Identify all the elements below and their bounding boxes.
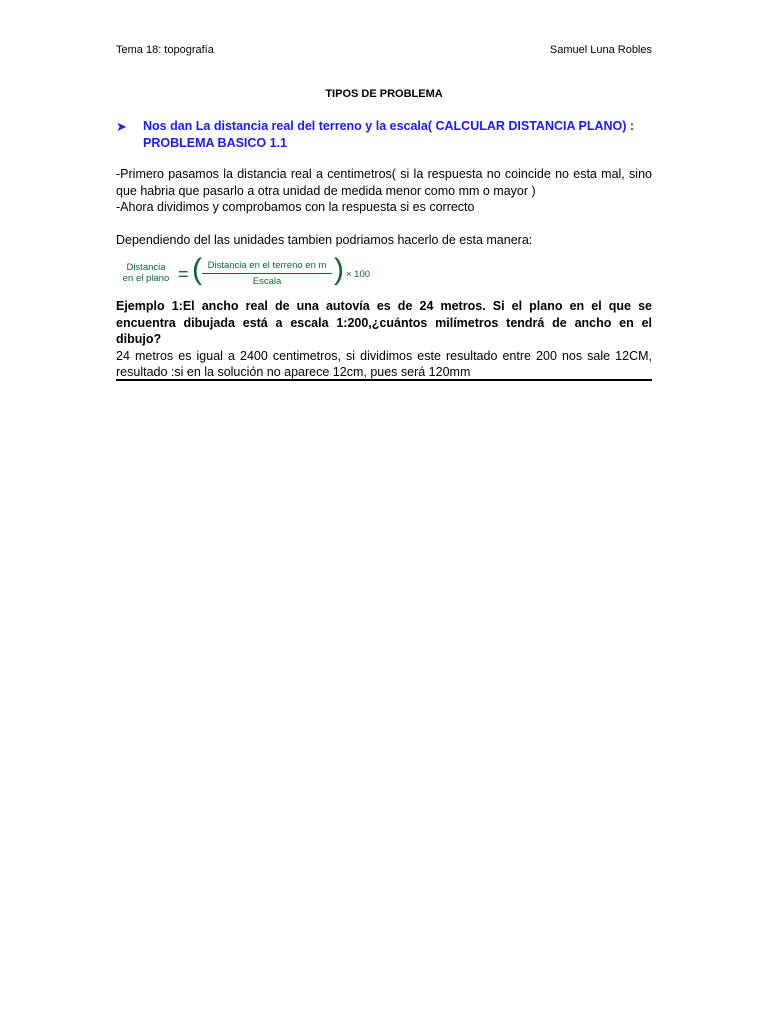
- formula-lhs-line1: Distancia: [126, 262, 166, 273]
- example-block: [116, 298, 652, 381]
- steps-paragraph: [116, 166, 652, 216]
- header-topic: Tema 18: topografía: [116, 44, 214, 56]
- formula-lhs-line2: en el plano: [122, 273, 170, 284]
- example-question: Ejemplo 1:El ancho real de una autovía es de 24 metros. Si el plano en el que se encuentra dibujada está a escala 1:200,¿cuántos milímetros tendrá de ancho en el dibujo?: [116, 299, 652, 346]
- step-1: -Primero pasamos la distancia real a centimetros( si la respuesta no coincide no esta mal, sino que habria que pasarlo a otra unidad de medida menor como mm o mayor ): [116, 167, 652, 198]
- page-title: TIPOS DE PROBLEMA: [325, 88, 443, 100]
- problem-heading-line2: PROBLEMA BASICO 1.1: [143, 136, 288, 150]
- scale-formula: [118, 253, 378, 292]
- formula-fraction: [202, 260, 332, 287]
- page-header: [116, 44, 652, 56]
- formula-denominator: Escala: [252, 276, 282, 287]
- arrow-bullet-icon: ➤: [116, 119, 127, 134]
- formula-open-paren: (: [192, 253, 202, 286]
- step-2: -Ahora dividimos y comprobamos con la respuesta si es correcto: [116, 200, 475, 214]
- formula-lhs: [118, 262, 174, 284]
- formula-intro-text: Dependiendo del las unidades tambien podriamos hacerlo de esta manera:: [116, 233, 533, 247]
- problem-heading: [143, 118, 652, 152]
- example-answer: 24 metros es igual a 2400 centimetros, si dividimos este resultado entre 200 nos sale 12CM, resultado :si en la solución no aparece 12cm, pues será 120mm: [116, 348, 652, 379]
- formula-intro: [116, 232, 652, 249]
- problem-heading-line1: Nos dan La distancia real del terreno y la escala( CALCULAR DISTANCIA PLANO) :: [143, 119, 635, 133]
- formula-numerator: Distancia en el terreno en m: [202, 260, 332, 274]
- problem-bullet: [116, 118, 652, 152]
- formula-equals: =: [178, 264, 189, 284]
- formula-close-paren: ): [334, 253, 344, 286]
- formula-multiplier: × 100: [346, 269, 371, 280]
- horizontal-divider: [116, 379, 652, 381]
- header-author: Samuel Luna Robles: [549, 44, 652, 56]
